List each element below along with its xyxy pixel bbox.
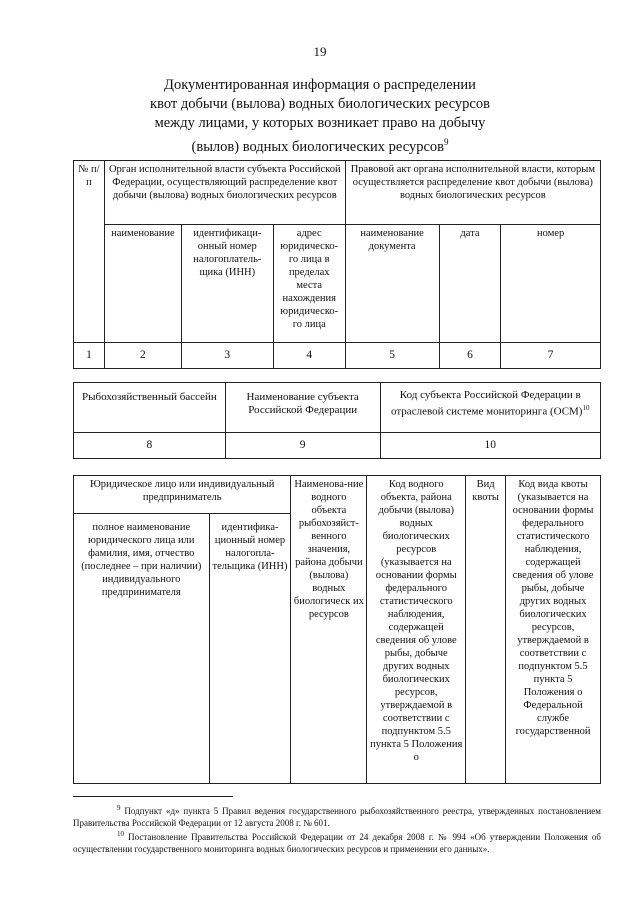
column-number: 8 <box>74 433 226 459</box>
column-number: 9 <box>225 433 380 459</box>
header-water-object-code: Код водного объекта, района добычи (вылова) водных биологических ресурсов (указывается на основании формы федерального статистического наблюдения, содержащей сведения об улове рыбы, добыче других водных биологических ресурсов, утверждаемой в соответствии с подпунктом 5.5 пункта 5 Положения о <box>367 476 466 784</box>
footnote <box>73 803 601 829</box>
header-entity-full-name: полное наименование юридического лица или фамилия, имя, отчество (последнее – при наличии) индивидуального предпринимателя <box>74 514 210 784</box>
column-number: 5 <box>345 343 439 369</box>
header-water-object: Наименова-ние водного объекта рыбохозяйст-венного значения, района добычи (вылова) водных биологическ их ресурсов <box>291 476 367 784</box>
column-number: 2 <box>104 343 181 369</box>
header-fishery-basin: Рыбохозяйственный бассейн <box>74 383 226 433</box>
footnote-marker: 9 <box>117 804 121 812</box>
title-line: квот добычи (вылова) водных биологических ресурсов <box>150 96 490 112</box>
column-number: 6 <box>439 343 501 369</box>
footnote-marker: 10 <box>117 830 124 838</box>
column-number: 7 <box>501 343 601 369</box>
header-row-number: № п/п <box>74 161 105 343</box>
header-entity-inn: идентифика-ционный номер налогопла-тельщика (ИНН) <box>209 514 291 784</box>
header-document-number: номер <box>501 225 601 343</box>
footnote-text: Постановление Правительства Российской Федерации от 24 декабря 2008 г. № 994 «Об утверждении Положения об осуществлении государственного мониторинга водных биологических ресурсов и применении его данных». <box>73 832 602 854</box>
title-line: между лицами, у которых возникает право на добычу <box>154 115 486 131</box>
distribution-table <box>73 160 601 369</box>
header-legal-act: Правовой акт органа исполнительной власти, которым осуществляется распределение квот добычи (вылова) водных биологических ресурсов <box>345 161 600 225</box>
entity-table <box>73 475 601 784</box>
header-quota-type: Вид квоты <box>466 476 506 784</box>
column-number: 10 <box>380 433 600 459</box>
header-document-date: дата <box>439 225 501 343</box>
title-line <box>0 133 640 157</box>
page-number: 19 <box>313 44 327 59</box>
header-quota-type-code: Код вида квоты (указывается на основании формы федерального статистического наблюдения, содержащей сведения об улове рыбы, добыче других водных биологических ресурсов, утверждаемой в соответствии с подпунктом 5.5 пункта 5 Положения о Федеральной службе государственной <box>506 476 601 784</box>
title-line-text: (вылов) водных биологических ресурсов <box>191 138 444 155</box>
header-organ-address: адрес юридическо-го лица в пределах места нахождения юридическо-го лица <box>273 225 345 343</box>
footnote-separator <box>73 796 233 797</box>
header-executive-body: Орган исполнительной власти субъекта Российской Федерации, осуществляющий распределение квот добычи (вылова) водных биологических ресурсов <box>104 161 345 225</box>
header-organ-name: наименование <box>104 225 181 343</box>
header-document-name: наименование документа <box>345 225 439 343</box>
document-title <box>0 76 640 157</box>
title-line: Документированная информация о распределении <box>164 77 476 93</box>
footnote-ref: 9 <box>443 137 449 147</box>
header-legal-entity: Юридическое лицо или индивидуальный предприниматель <box>74 476 291 514</box>
footnote <box>73 829 601 855</box>
column-number: 1 <box>74 343 105 369</box>
column-number: 3 <box>181 343 273 369</box>
header-subject-code <box>380 383 600 433</box>
header-subject-name: Наименование субъекта Российской Федерации <box>225 383 380 433</box>
basin-table <box>73 382 601 459</box>
header-subject-code-text: Код субъекта Российской Федерации в отраслевой системе мониторинга (ОСМ) <box>391 389 583 418</box>
footnote-text: Подпункт «д» пункта 5 Правил ведения государственного рыбохозяйственного реестра, утвержденных постановлением Правительства Российской Федерации от 12 августа 2008 г. № 601. <box>73 806 601 828</box>
header-organ-inn: идентификаци-онный номер налогоплатель-щика (ИНН) <box>181 225 273 343</box>
footnote-ref: 10 <box>582 404 590 412</box>
column-number: 4 <box>273 343 345 369</box>
footnotes <box>73 803 601 855</box>
